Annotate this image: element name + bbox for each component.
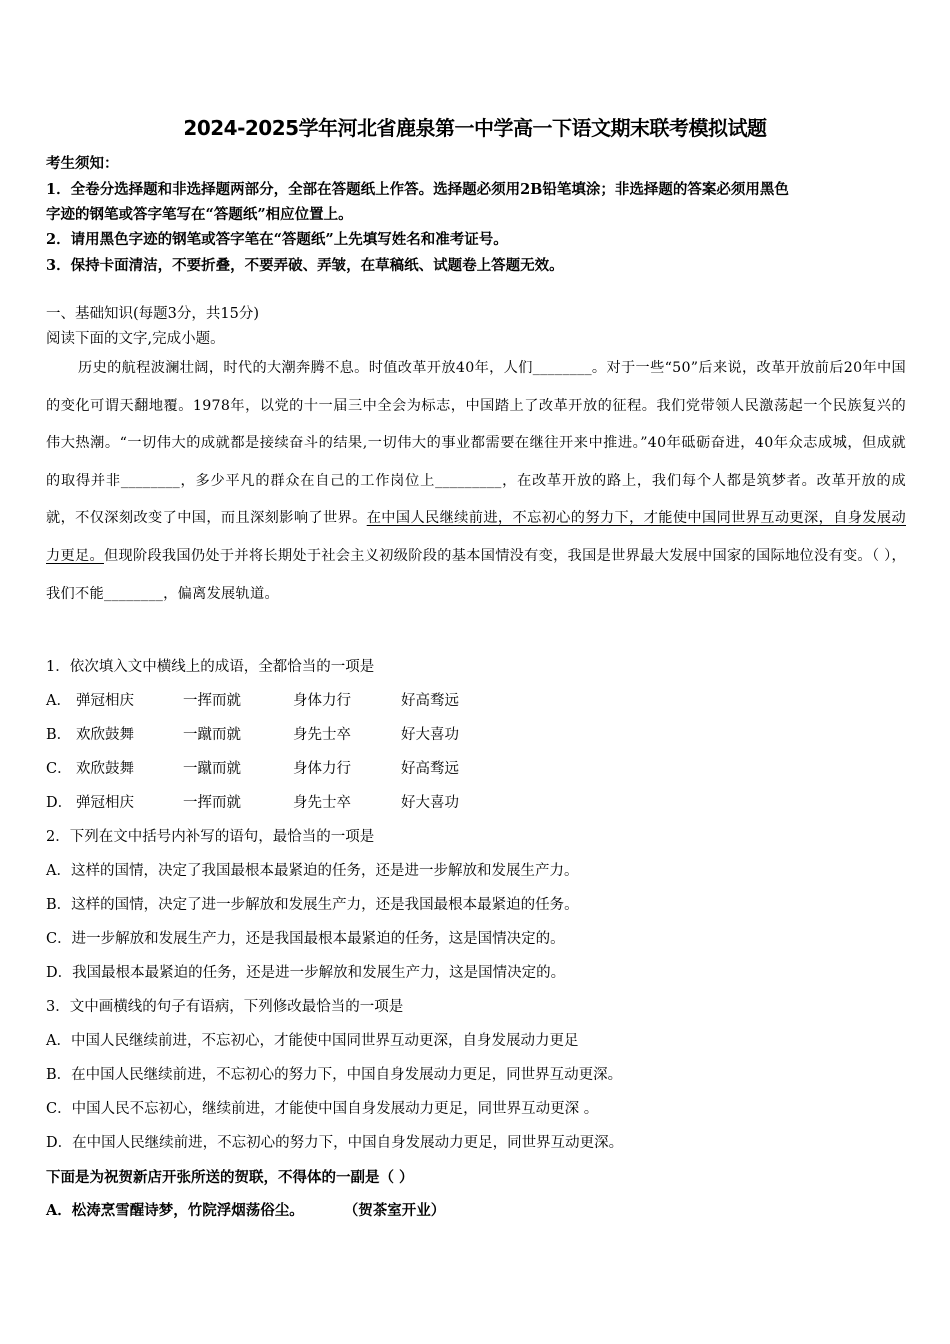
question-stem: 下面是为祝贺新店开张所送的贺联，不得体的一副是（ ） — [46, 1169, 414, 1186]
question-stem: 2．下列在文中括号内补写的语句，最恰当的一项是 — [46, 829, 375, 845]
option-a: A．中国人民继续前进，不忘初心，才能使中国同世界互动更深，自身发展动力更足 — [46, 1033, 579, 1049]
page-title: 2024-2025学年河北省鹿泉第一中学高一下语文期末联考模拟试题 — [183, 116, 767, 140]
question-stem: 1．依次填入文中横线上的成语，全都恰当的一项是 — [46, 659, 375, 675]
question-stem: 3．文中画横线的句子有语病，下列修改最恰当的一项是 — [46, 999, 404, 1015]
option-a: A．这样的国情，决定了我国最根本最紧迫的任务，还是进一步解放和发展生产力。 — [46, 863, 579, 879]
notice-item: 3．保持卡面清洁，不要折叠，不要弄破、弄皱，在草稿纸、试题卷上答题无效。 — [46, 257, 564, 274]
option-b: B．在中国人民继续前进，不忘初心的努力下，中国自身发展动力更足，同世界互动更深。 — [46, 1067, 623, 1083]
option-b: B．这样的国情，决定了进一步解放和发展生产力，还是我国最根本最紧迫的任务。 — [46, 897, 579, 913]
option-d: D．我国最根本最紧迫的任务，还是进一步解放和发展生产力，这是国情决定的。 — [46, 965, 566, 981]
reading-passage — [46, 350, 906, 613]
notice-heading: 考生须知： — [46, 155, 119, 172]
notice-item: 1．全卷分选择题和非选择题两部分，全部在答题纸上作答。选择题必须用2B铅笔填涂；非选择题的答案必须用黑色 — [46, 181, 789, 198]
underlined-sentence: 在中国人民继续前进，不忘初心的努力下，才能使中国同世界互动更深，自身发展动力更足。 — [46, 510, 906, 564]
passage-text: 历史的航程波澜壮阔，时代的大潮奔腾不息。时值改革开放40年，人们________。对于一些“50”后来说，改革开放前后20年中国的变化可谓天翻地覆。1978年，以党的十一届三中全会为标志，中国踏上了改革开放的征程。我们党带领人民激荡起一个民族复兴的伟大热潮。“一切伟大的成就都是接续奋斗的结果,一切伟大的事业都需要在继往开来中推进。”40年砥砺奋进，40年众志成城，但成就的取得并非________，多少平凡的群众在自己的工作岗位上_________，在改革开放的路上，我们每个人都是筑梦者。改革开放的成就，不仅深刻改变了中国，而且深刻影响了世界。 — [46, 360, 906, 527]
option-a-text: A．松涛烹雪醒诗梦，竹院浮烟荡俗尘。 — [46, 1202, 304, 1219]
section-heading: 一、基础知识(每题3分，共15分) — [46, 306, 259, 322]
option-a — [46, 1199, 445, 1220]
option-a-note: （贺茶室开业） — [343, 1202, 446, 1219]
exam-page: 2024-2025学年河北省鹿泉第一中学高一下语文期末联考模拟试题 考生须知： 1．全卷分选择题和非选择题两部分，全部在答题纸上作答。选择题必须用2B铅笔填涂；非选择题的答案必须用黑色 字迹的钢笔或答字笔写在“答题纸”相应位置上。 2．请用黑色字迹的钢笔或答字笔在“答题纸”上先填写姓名和准考证号。 3．保持卡面清洁，不要折叠，不要弄破、弄皱，在草稿纸、试题卷上答题无效。 一、基础知识(每题3分，共15分) 阅读下面的文字,完成小题。 历史的航程波澜壮阔，时代的大潮奔腾不息。时值改革开放40年，人们________。对于一些“50”后来说，改革开放前后20年中国的变化可谓天翻地覆。1978年，以党的十一届三中全会为标志，中国踏上了改革开放的征程。我们党带领人民激荡起一个民族复兴的伟大热潮。“一切伟大的成就都是接续奋斗的结果,一切伟大的事业都需要在继往开来中推进。”40年砥砺奋进，40年众志成城，但成就的取得并非________，多少平凡的群众在自己的工作岗位上_________，在改革开放的路上，我们每个人都是筑梦者。改革开放的成就，不仅深刻改变了中国，而且深刻影响了世界。在中国人民继续前进，不忘初心的努力下，才能使中国同世界互动更深，自身发展动力更足。但现阶段我国仍处于并将长期处于社会主义初级阶段的基本国情没有变，我国是世界最大发展中国家的国际地位没有变。（ ），我们不能________，偏离发展轨道。 1．依次填入文中横线上的成语，全都恰当的一项是 A． 弹冠相庆 一挥而就 身体力行 好高骛远 B． 欢欣鼓舞 一蹴而就 身先士卒 好大喜功 C． 欢欣鼓舞 一蹴而就 身体力行 好高骛远 D． 弹冠相庆 一挥而就 身先士卒 好大喜功 2．下列在文中括号内补写的语句，最恰当的一项是 A．这样的国情，决定了我国最根本最紧迫的任务，还是进一步解放和发展生产力。 B．这样的国情，决定了进一步解放和发展生产力，还是我国最根本最紧迫的任务。 C．进一步解放和发展生产力，还是我国最根本最紧迫的任务，这是国情决定的。 D．我国最根本最紧迫的任务，还是进一步解放和发展生产力，这是国情决定的。 3．文中画横线的句子有语病，下列修改最恰当的一项是 A．中国人民继续前进，不忘初心，才能使中国同世界互动更深，自身发展动力更足 B．在中国人民继续前进，不忘初心的努力下，中国自身发展动力更足，同世界互动更深。 C．中国人民不忘初心，继续前进，才能使中国自身发展动力更足，同世界互动更深 。 D．在中国人民继续前进，不忘初心的努力下，中国自身发展动力更足，同世界互动更深。 下面是为祝贺新店开张所送的贺联，不得体的一副是（ ） A．松涛烹雪醒诗梦，竹院浮烟荡俗尘。 （贺茶室开业） — [0, 0, 950, 1344]
option-c: C．中国人民不忘初心，继续前进，才能使中国自身发展动力更足，同世界互动更深 。 — [46, 1101, 599, 1117]
passage-text: 但现阶段我国仍处于并将长期处于社会主义初级阶段的基本国情没有变，我国是世界最大发展中国家的国际地位没有变。（ ），我们不能________，偏离发展轨道。 — [46, 547, 906, 602]
section-instruction: 阅读下面的文字,完成小题。 — [46, 331, 225, 347]
option-c: C．进一步解放和发展生产力，还是我国最根本最紧迫的任务，这是国情决定的。 — [46, 931, 565, 947]
notice-item: 字迹的钢笔或答字笔写在“答题纸”相应位置上。 — [46, 206, 353, 223]
option-d: D．在中国人民继续前进，不忘初心的努力下，中国自身发展动力更足，同世界互动更深。 — [46, 1135, 624, 1151]
notice-item: 2．请用黑色字迹的钢笔或答字笔在“答题纸”上先填写姓名和准考证号。 — [46, 231, 508, 248]
